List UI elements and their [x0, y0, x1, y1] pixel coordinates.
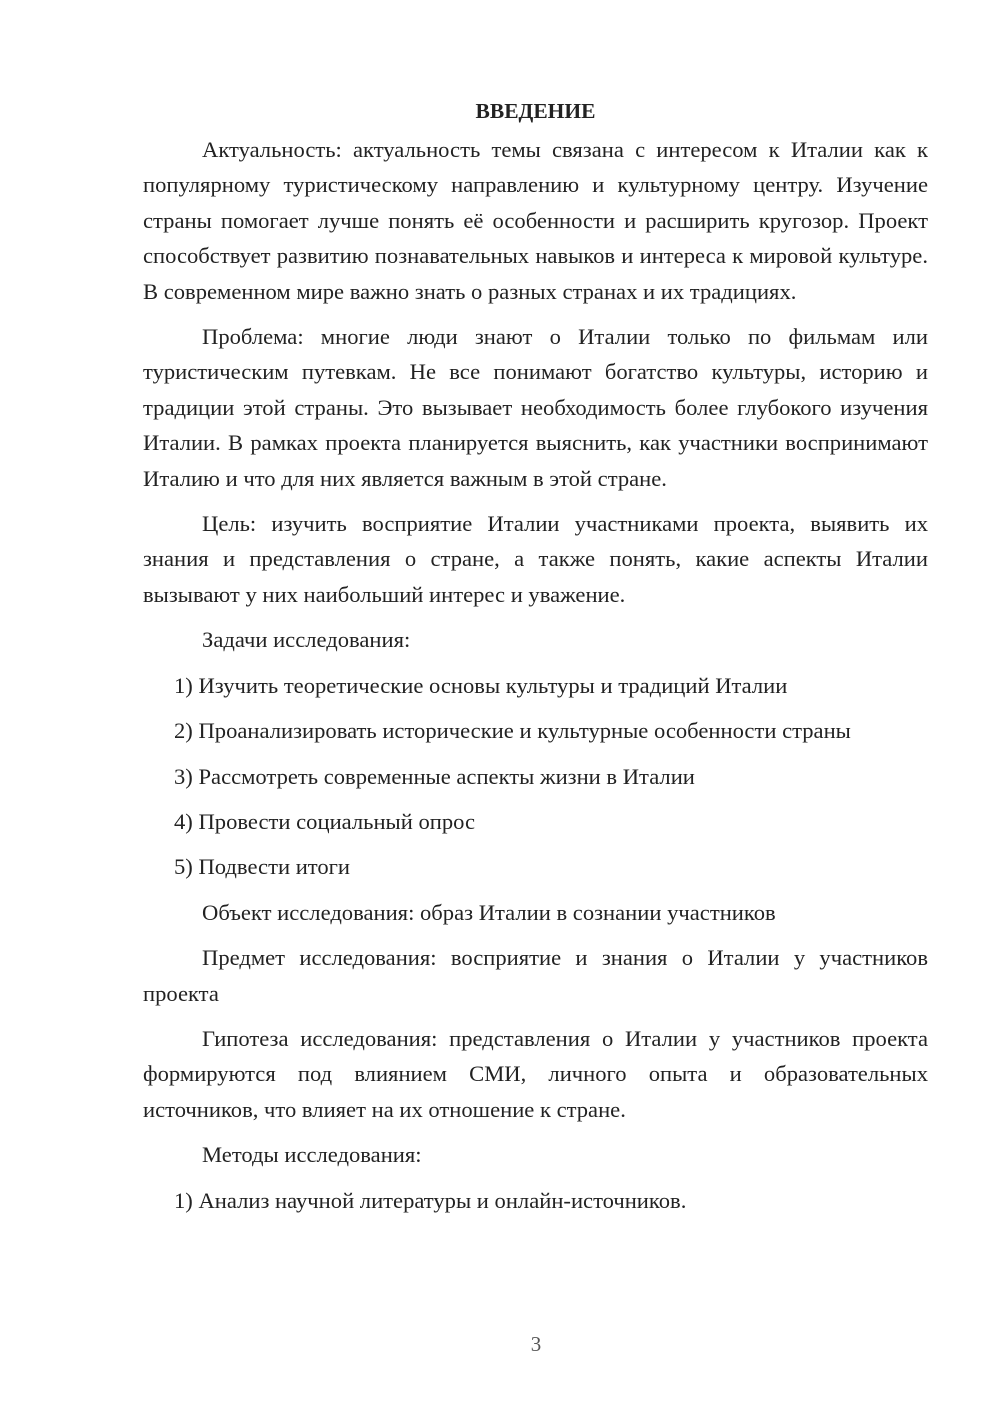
- methods-list: [143, 1183, 928, 1218]
- page-title: ВВЕДЕНИЕ: [475, 99, 596, 123]
- methods-label: Методы исследования:: [202, 1142, 422, 1168]
- problem-paragraph: Проблема: многие люди знают о Италии только по фильмам или туристическим путевкам. Не все понимают богатство культуры, историю и традиции этой страны. Это вызывает необходимость более глубокого изучения Италии. В рамках проекта планируется выяснить, как участники воспринимают Италию и что для них является важным в этой стране.: [143, 324, 928, 491]
- list-item: 3) Рассмотреть современные аспекты жизни в Италии: [174, 763, 695, 789]
- page-content: [143, 96, 928, 1228]
- page-number: 3: [530, 1332, 542, 1356]
- list-item: 5) Подвести итоги: [174, 854, 351, 880]
- tasks-label: Задачи исследования:: [202, 627, 411, 653]
- tasks-list: [143, 668, 928, 885]
- subject-paragraph: Предмет исследования: восприятие и знания о Италии у участников проекта: [143, 945, 928, 1006]
- goal-paragraph: Цель: изучить восприятие Италии участниками проекта, выявить их знания и представления о стране, а также понять, какие аспекты Италии вызывают у них наибольший интерес и уважение.: [143, 511, 928, 607]
- relevance-paragraph: Актуальность: актуальность темы связана с интересом к Италии как к популярному туристическому направлению и культурному центру. Изучение страны помогает лучше понять её особенности и расширить кругозор. Проект способствует развитию познавательных навыков и интереса к мировой культуре. В современном мире важно знать о разных странах и их традициях.: [143, 137, 928, 304]
- object-paragraph: Объект исследования: образ Италии в сознании участников: [202, 899, 776, 925]
- list-item: 2) Проанализировать исторические и культурные особенности страны: [174, 718, 851, 744]
- list-item: 4) Провести социальный опрос: [174, 808, 476, 834]
- list-item: 1) Изучить теоретические основы культуры и традиций Италии: [174, 672, 788, 698]
- hypothesis-paragraph: Гипотеза исследования: представления о Италии у участников проекта формируются под влиянием СМИ, личного опыта и образовательных источников, что влияет на их отношение к стране.: [143, 1025, 928, 1122]
- list-item: 1) Анализ научной литературы и онлайн-источников.: [174, 1187, 687, 1213]
